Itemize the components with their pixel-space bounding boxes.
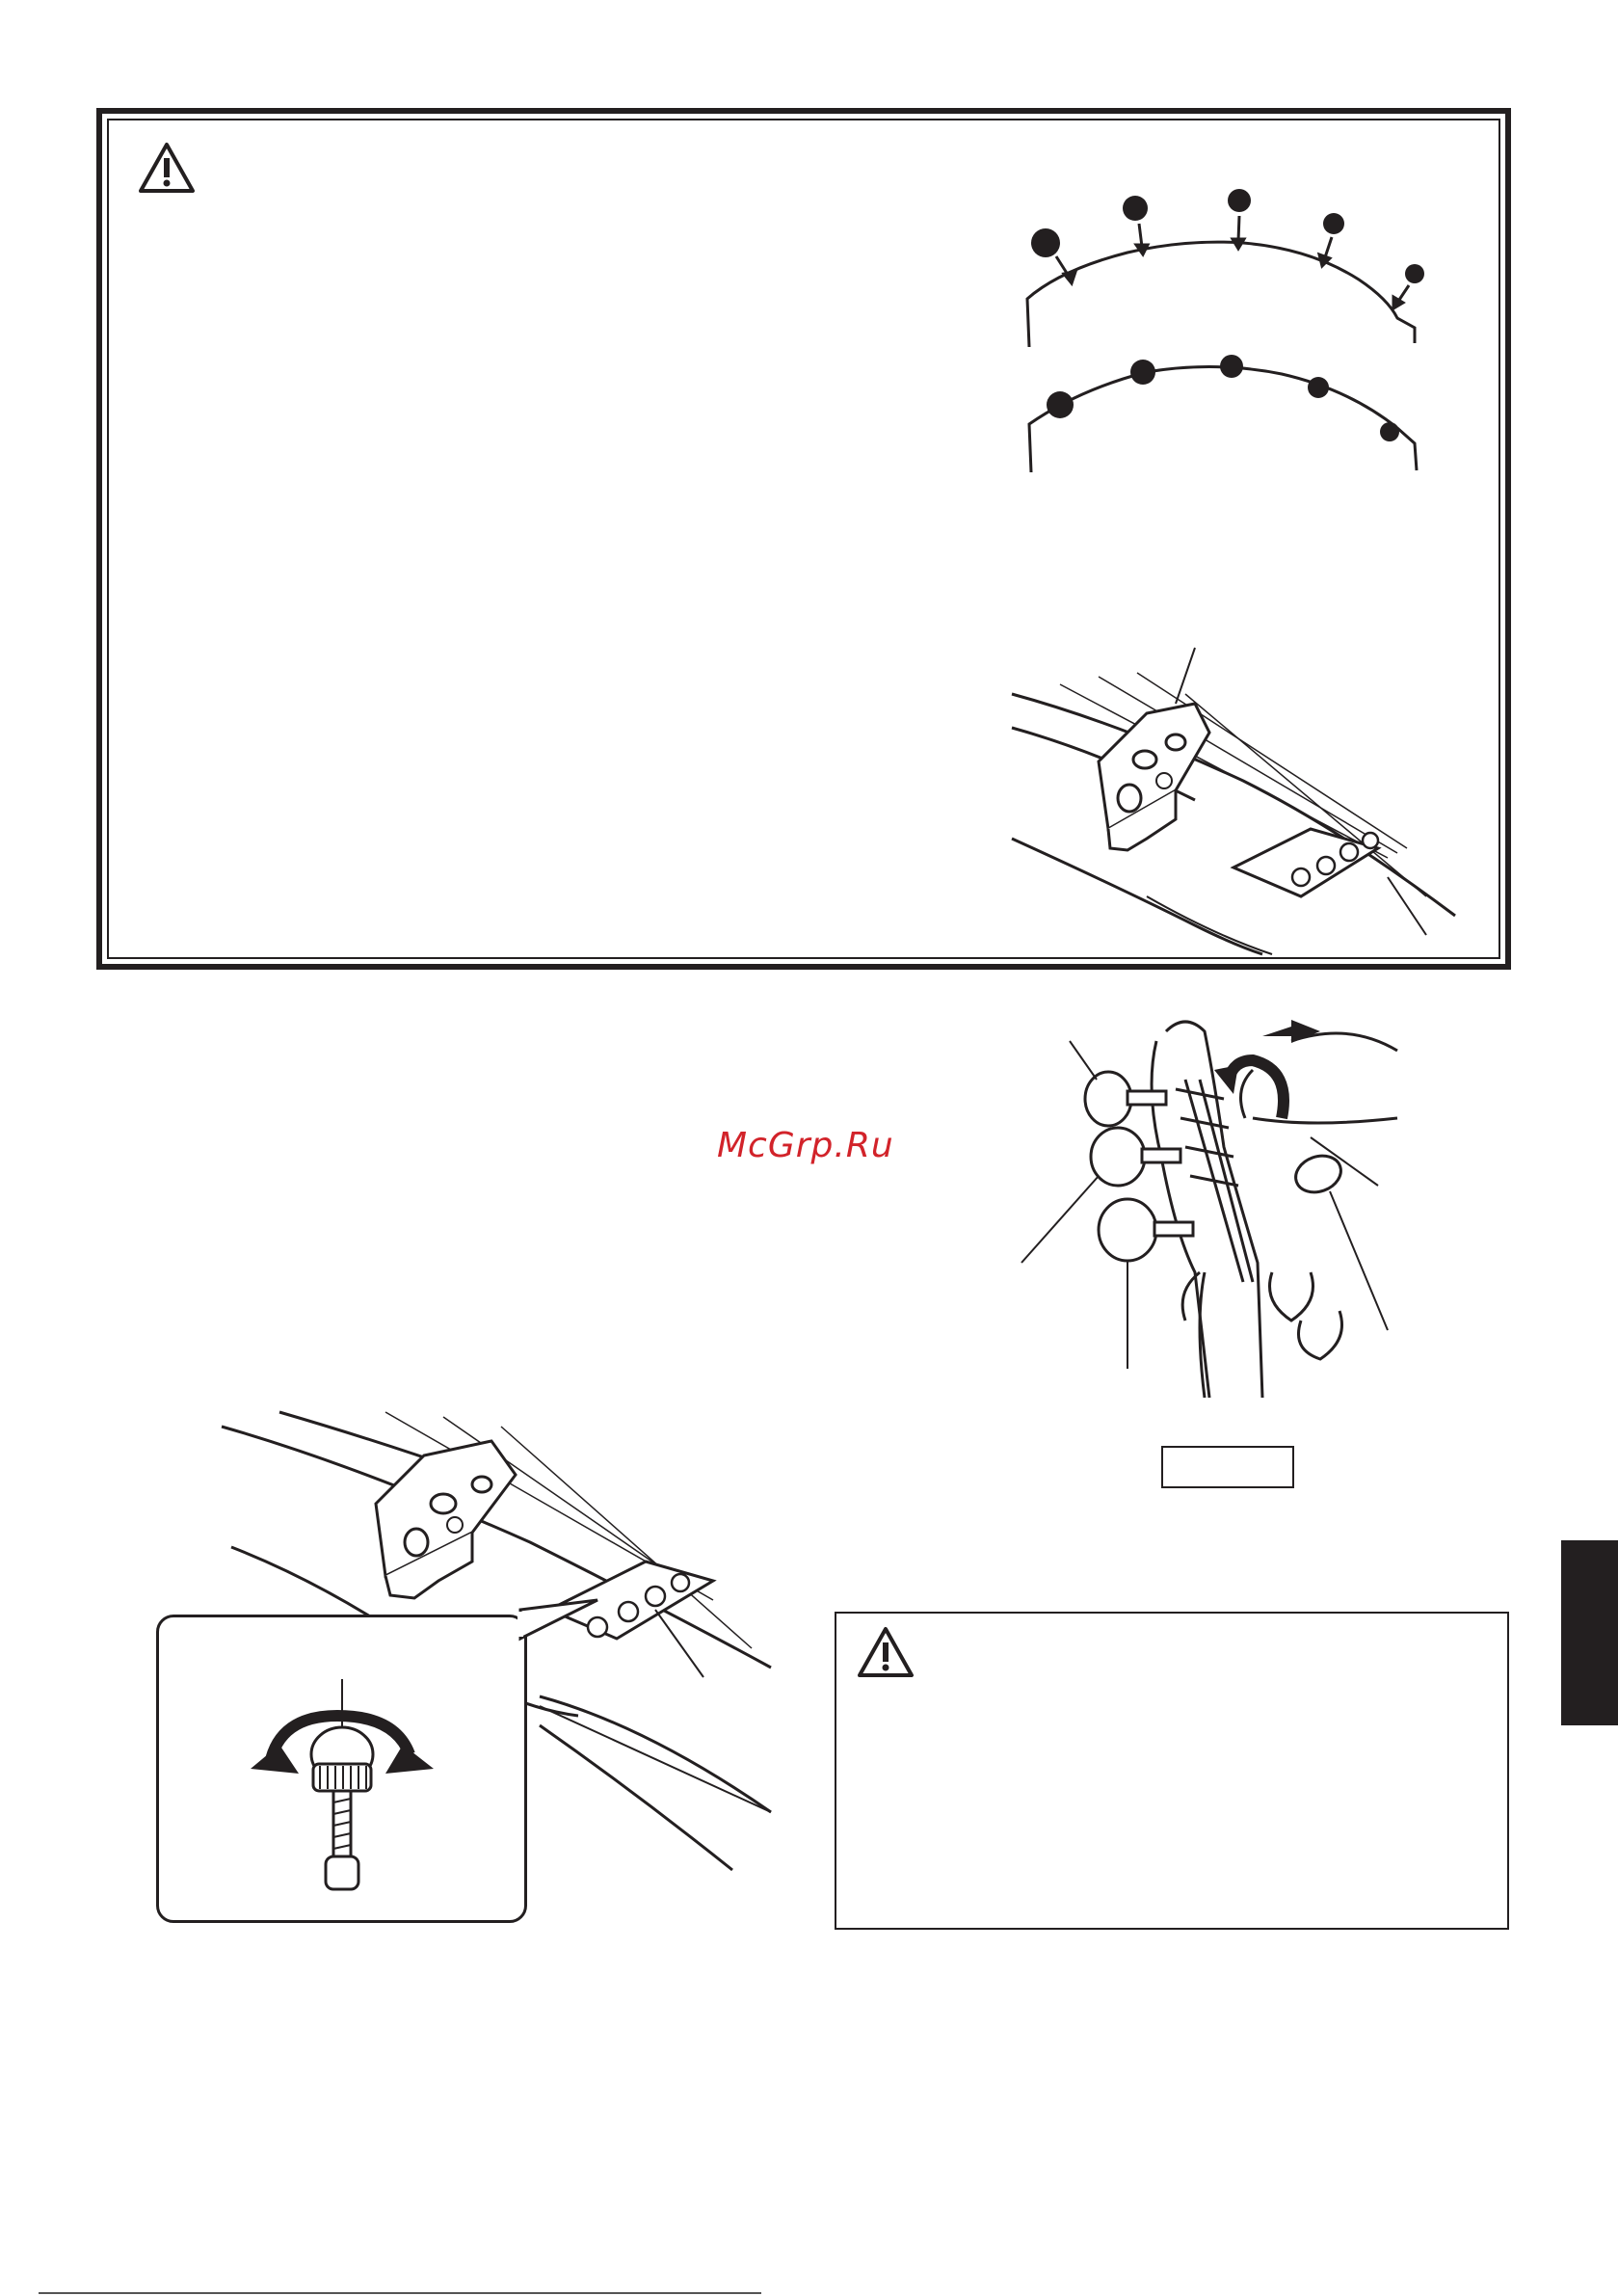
fine-tuner-screw-icon [241,1677,443,1899]
bridge-strings-seated-diagram [1021,347,1436,482]
bridge-groove-diagram-top [1021,183,1436,357]
pegbox-tuning-illustration [1031,1012,1417,1417]
figure-label-box [1161,1446,1294,1488]
inset-pointer [520,1600,607,1658]
bridge-perspective-illustration-top [1002,646,1465,964]
watermark: McGrp.Ru [717,1126,894,1165]
loose-screw-prohibited-illustration [1233,1706,1484,1899]
footer-rule [39,2292,761,2294]
warning-triangle-icon [137,141,197,195]
warning-triangle-icon [856,1625,915,1679]
section-tab [1561,1540,1618,1725]
